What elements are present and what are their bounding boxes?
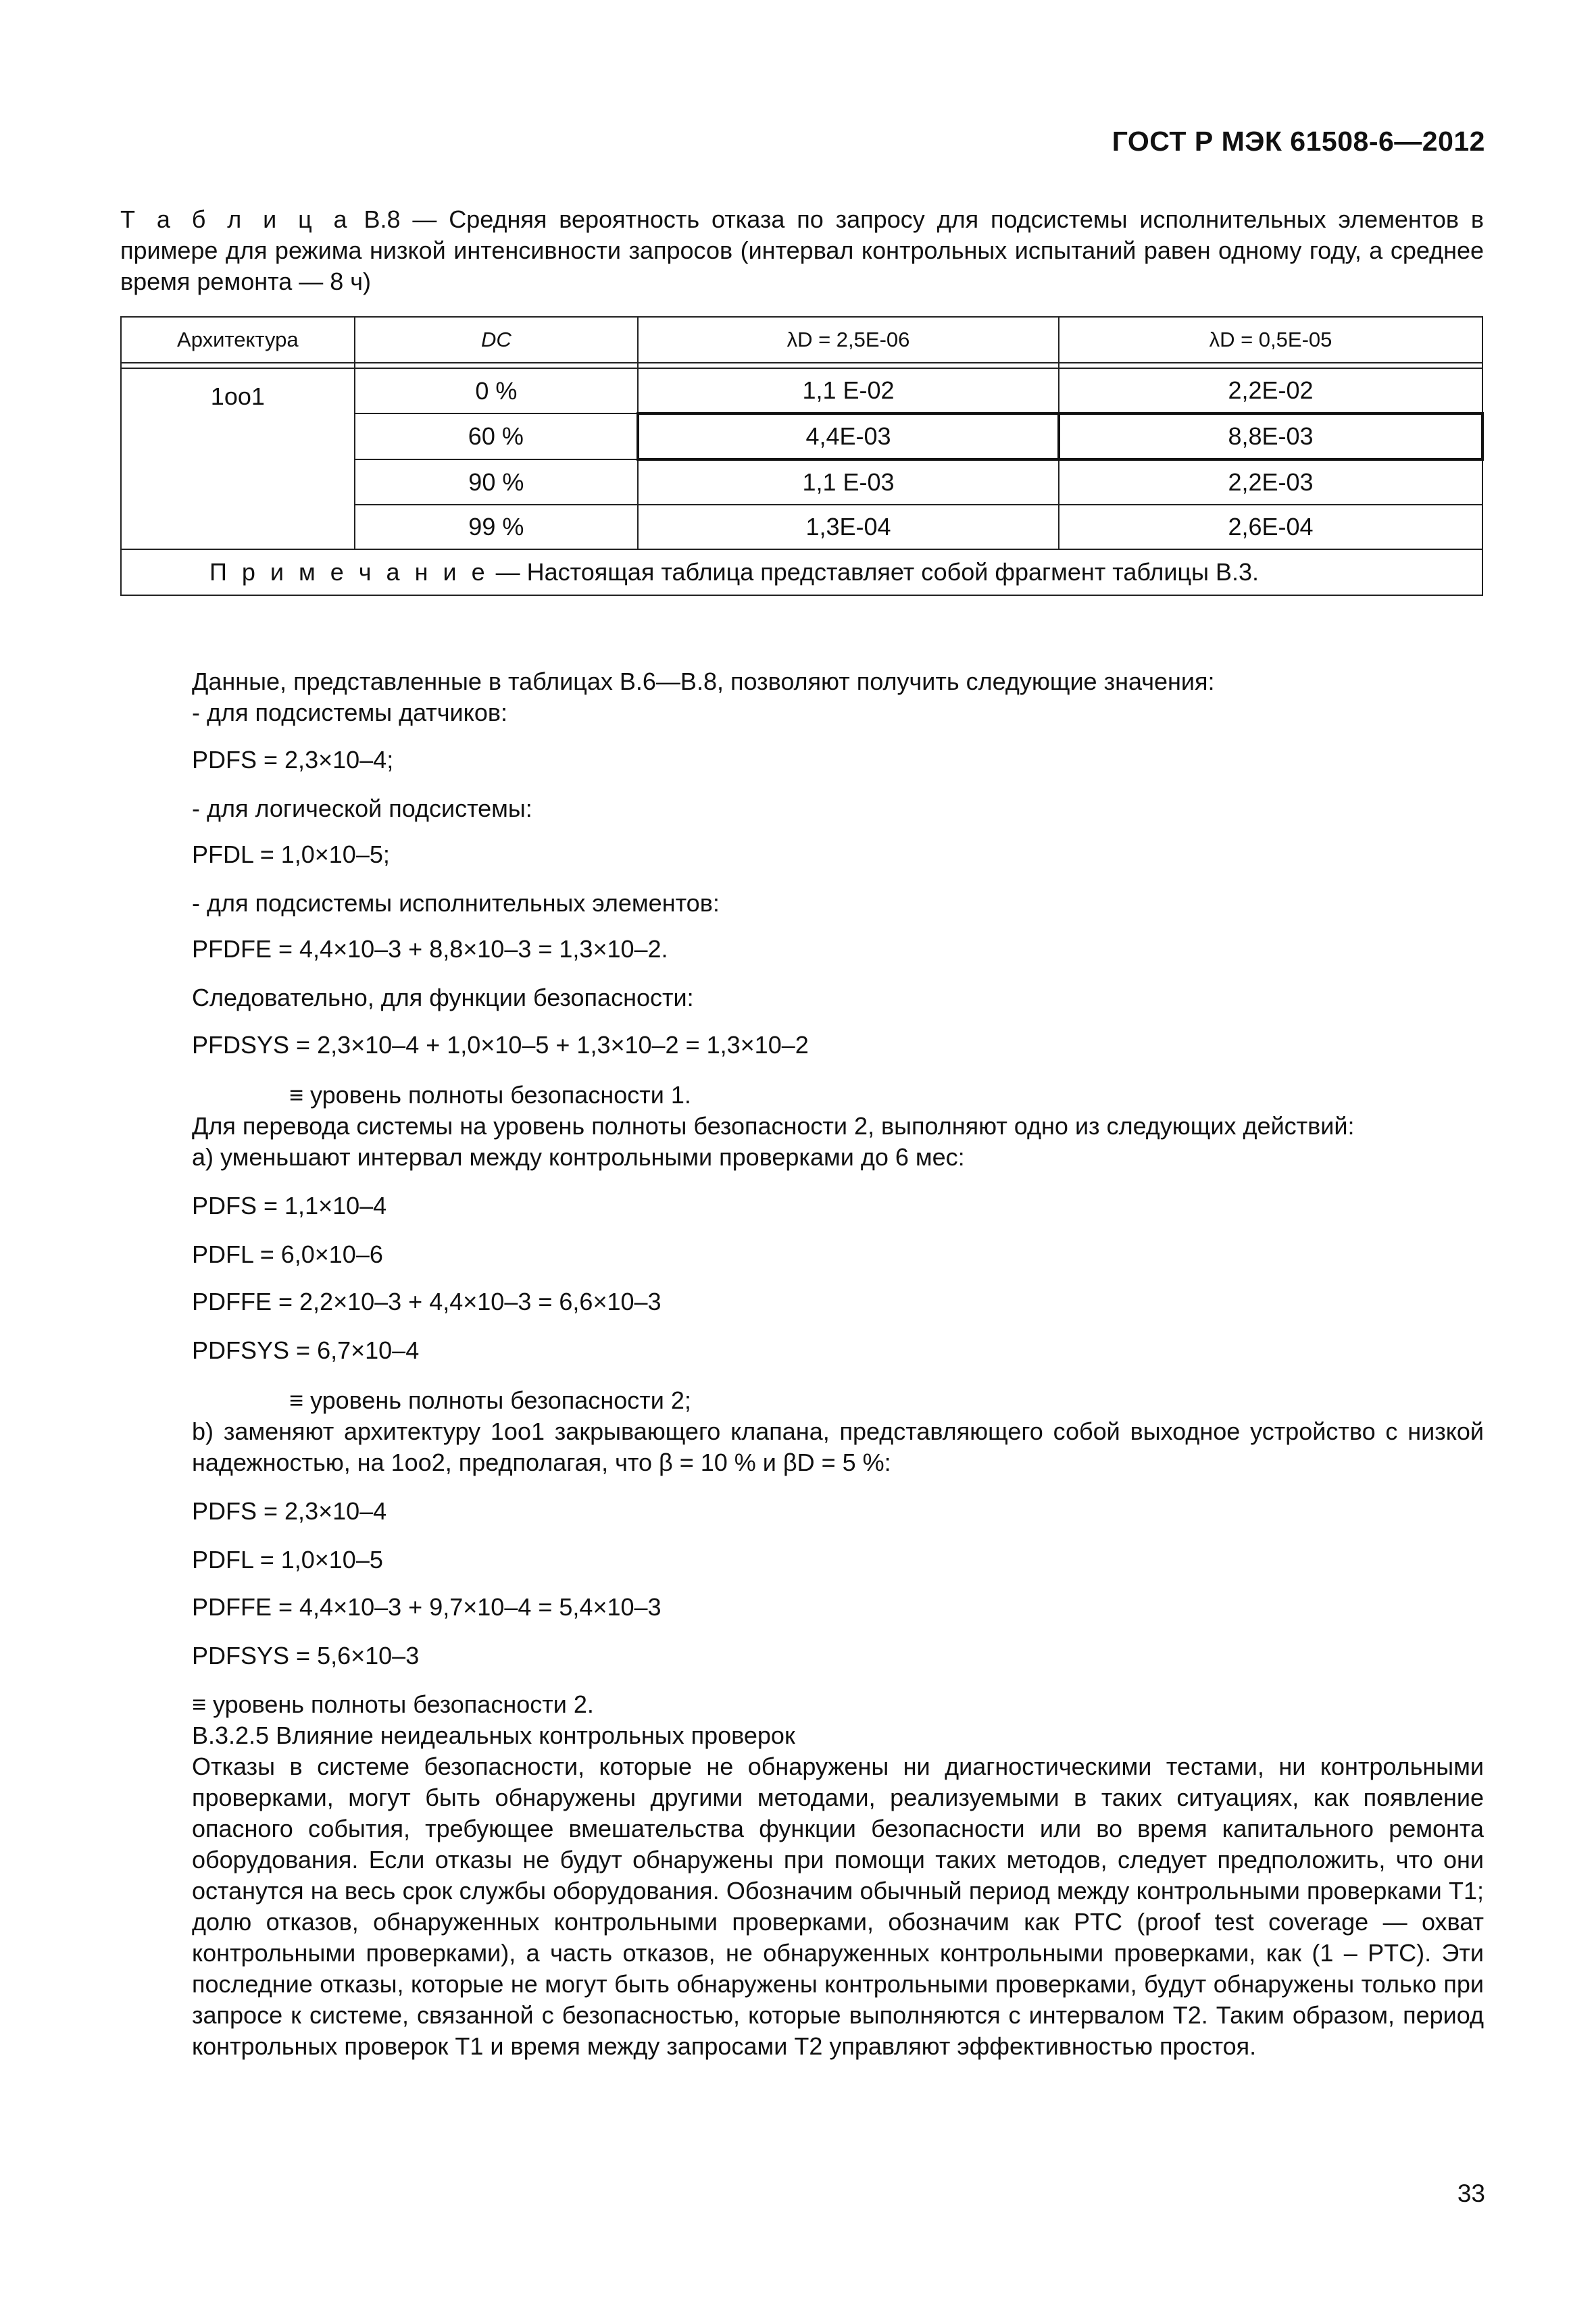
value-cell-highlighted: 4,4E-03	[638, 413, 1059, 459]
table-caption	[120, 204, 1484, 297]
formula-f8: PDFSYS = 6,7×10–4	[192, 1336, 420, 1364]
value-cell: 1,1 E-02	[638, 368, 1059, 413]
closing-block	[120, 1689, 1484, 2062]
dc-cell: 60 %	[355, 413, 638, 459]
formula-f7: PDFFE = 2,2×10–3 + 4,4×10–3 = 6,6×10–3	[192, 1288, 662, 1315]
standard-header: ГОСТ Р МЭК 61508-6—2012	[1112, 126, 1485, 157]
formula-f6: PDFL = 6,0×10–6	[192, 1240, 383, 1268]
formula-f11: PDFFE = 4,4×10–3 + 9,7×10–4 = 5,4×10–3	[192, 1593, 662, 1621]
value-cell: 2,2E-02	[1059, 368, 1482, 413]
intro-text: Данные, представленные в таблицах В.6—В.8, позволяют получить следующие значения:	[192, 668, 1215, 695]
formula-f10: PDFL = 1,0×10–5	[192, 1546, 383, 1574]
table-note-label: П р и м е ч а н и е	[209, 558, 489, 586]
table-header-row	[121, 317, 1482, 363]
table-caption-label: Т а б л и ц а	[120, 205, 352, 233]
formula-f2: PFDL = 1,0×10–5;	[192, 840, 390, 868]
value-cell-highlighted: 8,8E-03	[1059, 413, 1482, 459]
data-table	[120, 316, 1484, 596]
sensors-label: - для подсистемы датчиков:	[192, 699, 507, 726]
intro-block	[120, 666, 1484, 728]
header-lambda-1: λD = 2,5E-06	[638, 317, 1059, 363]
formula-f3: PFDFE = 4,4×10–3 + 8,8×10–3 = 1,3×10–2.	[192, 935, 668, 963]
table-note	[121, 549, 1482, 595]
therefore-label: Следовательно, для функции безопасности:	[192, 984, 694, 1011]
table-row	[121, 368, 1482, 413]
table-note-text: — Настоящая таблица представляет собой фрагмент таблицы В.3.	[489, 558, 1260, 586]
formula-f9: PDFS = 2,3×10–4	[192, 1497, 387, 1525]
table-note-row	[121, 549, 1482, 595]
header-dc	[355, 317, 638, 363]
dc-cell: 0 %	[355, 368, 638, 413]
formula-f12: PDFSYS = 5,6×10–3	[192, 1642, 420, 1669]
option-a-text: а) уменьшают интервал между контрольными проверками до 6 мес:	[192, 1143, 965, 1171]
sil2b-text: ≡ уровень полноты безопасности 2.	[192, 1690, 594, 1718]
header-lambda-2: λD = 0,5E-05	[1059, 317, 1482, 363]
sil2a-text: ≡ уровень полноты безопасности 2;	[289, 1386, 691, 1414]
value-cell: 2,6E-04	[1059, 505, 1482, 549]
sil2a-block	[120, 1385, 1484, 1478]
section-heading: В.3.2.5 Влияние неидеальных контрольных проверок	[192, 1721, 795, 1749]
sil1-block	[120, 1080, 1484, 1173]
option-b-text: b) заменяют архитектуру 1oo1 закрывающего клапана, представляющего собой выходное устройство с низкой надежностью, на 1oo2, предполагая, что β = 10 % и βD = 5 %:	[192, 1417, 1484, 1476]
header-architecture: Архитектура	[121, 317, 355, 363]
transfer-text: Для перевода системы на уровень полноты безопасности 2, выполняют одно из следующих действий:	[192, 1112, 1355, 1140]
value-cell: 1,1 E-03	[638, 459, 1059, 505]
table-caption-number: В.8	[364, 205, 401, 233]
table-caption-text: — Средняя вероятность отказа по запросу для подсистемы исполнительных элементов в примере для режима низкой интенсивности запросов (интервал контрольных испытаний равен одному году, а среднее время ремонта — 8 ч)	[120, 205, 1484, 295]
table-gap-row	[121, 363, 1482, 368]
formula-f1: PDFS = 2,3×10–4;	[192, 746, 394, 774]
architecture-cell: 1oo1	[121, 368, 355, 549]
formula-f5: PDFS = 1,1×10–4	[192, 1192, 387, 1219]
actuators-label: - для подсистемы исполнительных элементов:	[192, 889, 720, 917]
page-number: 33	[1457, 2180, 1485, 2207]
value-cell: 2,2E-03	[1059, 459, 1482, 505]
logic-label: - для логической подсистемы:	[192, 795, 532, 822]
dc-cell: 99 %	[355, 505, 638, 549]
body-paragraph: Отказы в системе безопасности, которые не обнаружены ни диагностическими тестами, ни контрольными проверками, могут быть обнаружены другими методами, реализуемыми в таких ситуациях, как появление опасного события, требующее вмешательства функции безопасности или во время капитального ремонта оборудования. Если отказы не будут обнаружены при помощи таких методов, следует предположить, что они останутся на весь срок службы оборудования. Обозначим обычный период между контрольными проверками T1; долю отказов, обнаруженных контрольными проверками, обозначим как PTC (proof test coverage — охват контрольными проверками), а часть отказов, не обнаруженных контрольными проверками, как (1 – PTC). Эти последние отказы, которые не могут быть обнаружены контрольными проверками, будут обнаружены только при запросе к системе, связанной с безопасностью, которые выполняются с интервалом T2. Таким образом, период контрольных проверок T1 и время между запросами T2 управляют эффективностью простоя.	[192, 1753, 1484, 2060]
dc-cell: 90 %	[355, 459, 638, 505]
value-cell: 1,3E-04	[638, 505, 1059, 549]
formula-f4: PFDSYS = 2,3×10–4 + 1,0×10–5 + 1,3×10–2 = 1,3×10–2	[192, 1031, 809, 1059]
sil1-text: ≡ уровень полноты безопасности 1.	[289, 1081, 691, 1109]
header-dc-label: DC	[480, 328, 512, 351]
